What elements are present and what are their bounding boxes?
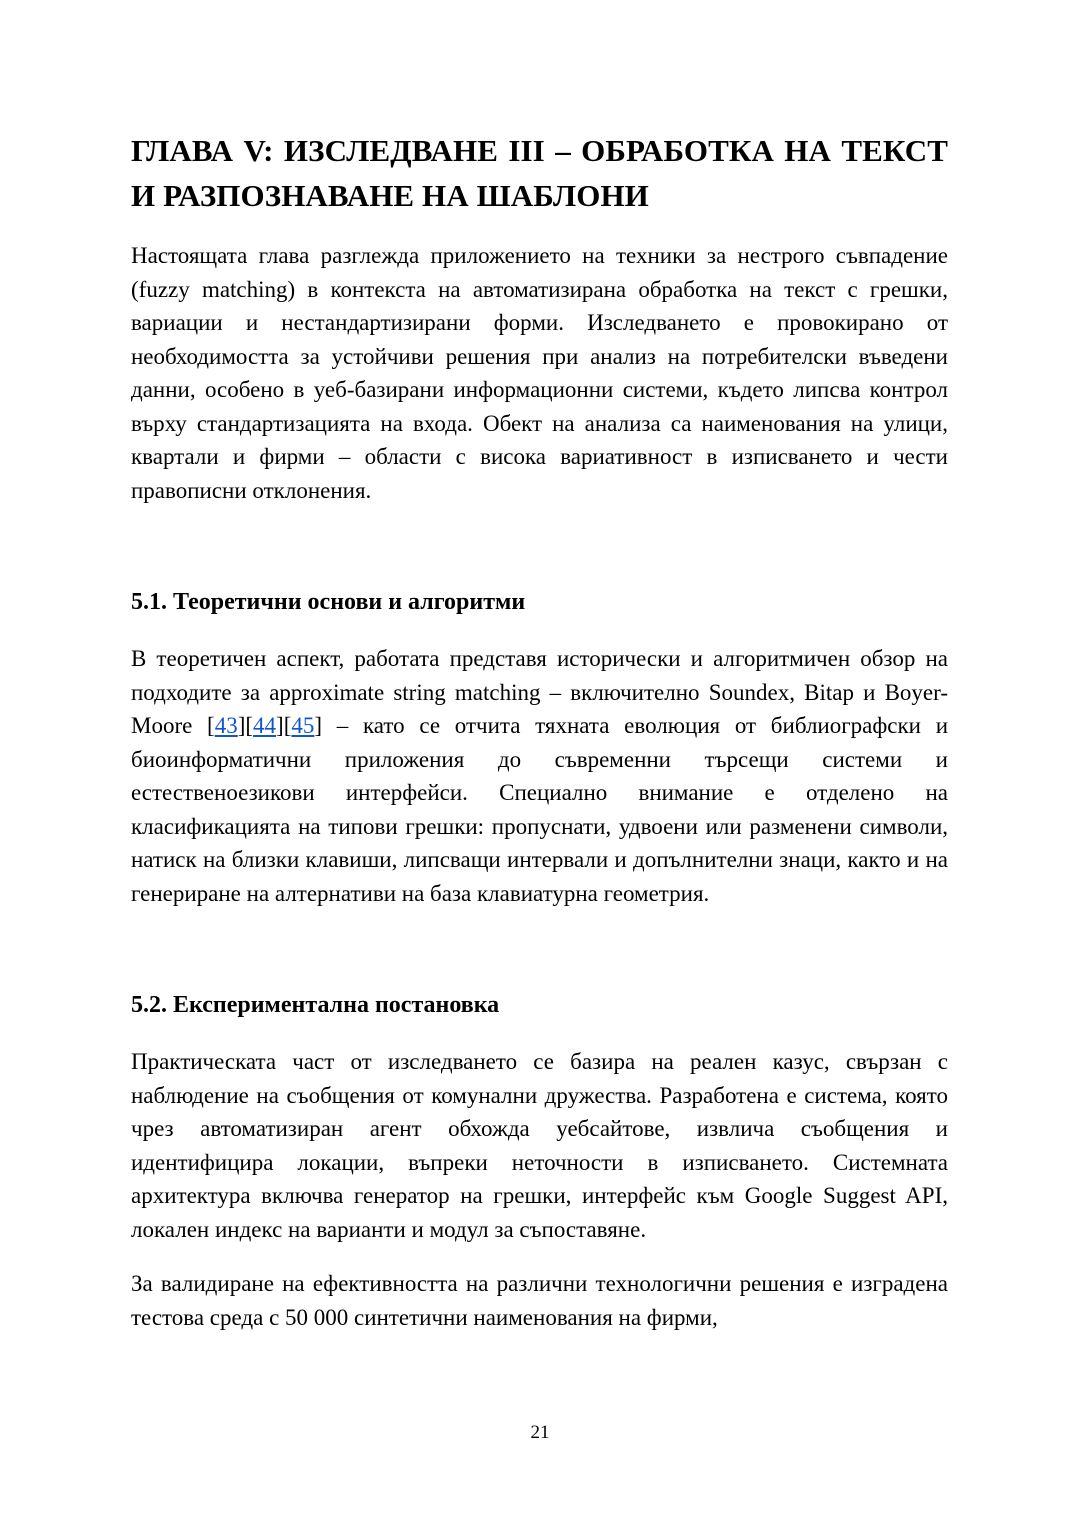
page-number: 21 [530, 1422, 550, 1443]
document-page [131, 128, 948, 1334]
section-5-1-text-before-refs: В теоретичен аспект, работата представя исторически и алгоритмичен обзор на подходите за approximate string matching – включително Soundex, Bitap и Boyer-Moore [131, 646, 948, 738]
section-5-1-title: 5.1. Теоретични основи и алгоритми [131, 589, 526, 615]
section-5-1-paragraph: В теоретичен аспект, работата представя исторически и алгоритмичен обзор на подходите за approximate string matching – включително Soundex, Bitap и Boyer-Moore [43][44][45] – като се отчита тяхната еволюция от библиографски и биоинформатични приложения до съвременни търсещи системи и естественоезикови интерфейси. Специално внимание е отделено на класификацията на типови грешки: пропуснати, удвоени или разменени символи, натиск на близки клавиши, липсващи интервали и допълнителни знаци, както и на генериране на алтернативи на база клавиатурна геометрия. [131, 646, 948, 906]
section-5-2-paragraph-2: За валидиране на ефективността на различни технологични решения е изградена тестова среда с 50 000 синтетични наименования на фирми, [131, 1271, 948, 1330]
chapter-intro-paragraph: Настоящата глава разглежда приложението на техники за нестрого съвпадение (fuzzy matching) в контекста на автоматизирана обработка на текст с грешки, вариации и нестандартизирани форми. Изследването е провокирано от необходимостта за устойчиви решения при анализ на потребителски въведени данни, особено в уеб-базирани информационни системи, където липсва контрол върху стандартизацията на входа. Обект на анализа са наименования на улици, квартали и фирми – области с висока вариативност в изписването и чести правописни отклонения. [131, 243, 948, 503]
section-5-1-text-after-refs: – като се отчита тяхната еволюция от библиографски и биоинформатични приложения до съвременни търсещи системи и естественоезикови интерфейси. Специално внимание е отделено на класификацията на типови грешки: пропуснати, удвоени или разменени символи, натиск на близки клавиши, липсващи интервали и допълнителни знаци, както и на генериране на алтернативи на база клавиатурна геометрия. [131, 713, 948, 906]
section-5-2-paragraph-1: Практическата част от изследването се базира на реален казус, свързан с наблюдение на съобщения от комунални дружества. Разработена е система, която чрез автоматизиран агент обхожда уебсайтове, извлича съобщения и идентифицира локации, въпреки неточности в изписването. Системната архитектура включва генератор на грешки, интерфейс към Google Suggest API, локален индекс на варианти и модул за съпоставяне. [131, 1049, 948, 1242]
reference-link-44[interactable]: 44 [253, 713, 277, 738]
reference-link-45[interactable]: 45 [291, 713, 315, 738]
reference-link-43[interactable]: 43 [214, 713, 238, 738]
chapter-title: ГЛАВА V: ИЗСЛЕДВАНЕ III – ОБРАБОТКА НА ТЕКСТ И РАЗПОЗНАВАНЕ НА ШАБЛОНИ [131, 133, 948, 213]
section-5-2-title: 5.2. Експериментална постановка [131, 992, 500, 1018]
